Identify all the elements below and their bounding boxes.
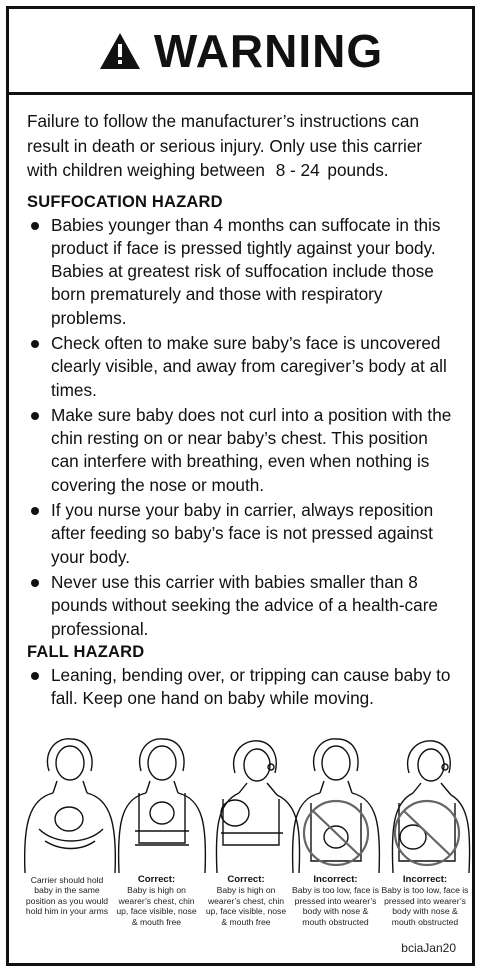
suffocation-hazard-title: SUFFOCATION HAZARD bbox=[27, 192, 223, 211]
intro-text-after: pounds. bbox=[327, 160, 389, 180]
fall-hazard-title: FALL HAZARD bbox=[27, 642, 145, 661]
list-item: Never use this carrier with babies smaller than 8 pounds without seeking the advice of a health-care professional. bbox=[27, 571, 456, 641]
min-weight: 8 pounds bbox=[51, 571, 418, 616]
list-item: Leaning, bending over, or tripping can cause baby to fall. Keep one hand on baby while moving. bbox=[27, 664, 456, 711]
carrier-illustrations bbox=[9, 733, 472, 873]
caption-arms-hold: Carrier should hold baby in the same position as you would hold him in your arms bbox=[25, 875, 109, 917]
caption-correct-1: Correct: Baby is high on wearer’s chest, chin up, face visible, nose & mouth free bbox=[116, 874, 197, 927]
list-item: Make sure baby does not curl into a position with the chin resting on or near baby’s chest. This position can interfere with breathing, even when nothing is covering the nose or mouth. bbox=[27, 404, 456, 497]
caption-incorrect-1: Incorrect: Baby is too low, face is pressed into wearer’s body with nose & mouth obstructed bbox=[292, 874, 379, 927]
figure-captions bbox=[23, 875, 469, 927]
list-item: If you nurse your baby in carrier, always reposition after feeding so baby’s face is not pressed against your body. bbox=[27, 499, 456, 569]
intro-paragraph bbox=[27, 109, 456, 183]
figure-arms-hold bbox=[25, 739, 116, 873]
weight-range: 8 - 24 bbox=[275, 160, 320, 180]
suffocation-list bbox=[27, 214, 456, 641]
bullet-icon bbox=[31, 340, 39, 348]
label-code: bciaJan20 bbox=[401, 941, 456, 955]
warning-triangle-icon bbox=[98, 31, 142, 71]
list-item: Babies younger than 4 months can suffocate in this product if face is pressed tightly against your body. Babies at greatest risk of suffocation include those born prematurely and those with respiratory problems. bbox=[27, 214, 456, 330]
figure-incorrect-front bbox=[293, 739, 380, 873]
figure-incorrect-side bbox=[392, 741, 469, 873]
warning-header bbox=[9, 9, 472, 95]
bullet-icon bbox=[31, 672, 39, 680]
list-item: Check often to make sure baby’s face is uncovered clearly visible, and away from caregiver’s body at all times. bbox=[27, 332, 456, 402]
caption-incorrect-2: Incorrect: Baby is too low, face is pressed into wearer’s body with nose & mouth obstructed bbox=[381, 874, 469, 927]
bullet-icon bbox=[31, 412, 39, 420]
fall-list bbox=[27, 664, 456, 711]
caption-correct-2: Correct: Baby is high on wearer’s chest, chin up, face visible, nose & mouth free bbox=[205, 874, 287, 927]
figure-correct-side bbox=[216, 741, 299, 873]
intro-text: Failure to follow the manufacturer’s instructions can result in death or serious injury. Only use this carrier with children weighing between bbox=[27, 111, 423, 180]
bullet-icon bbox=[31, 579, 39, 587]
figure-correct-front bbox=[119, 739, 206, 873]
warning-title: WARNING bbox=[153, 24, 384, 77]
bullet-icon bbox=[31, 222, 39, 230]
warning-label bbox=[6, 6, 475, 966]
bullet-icon bbox=[31, 507, 39, 515]
